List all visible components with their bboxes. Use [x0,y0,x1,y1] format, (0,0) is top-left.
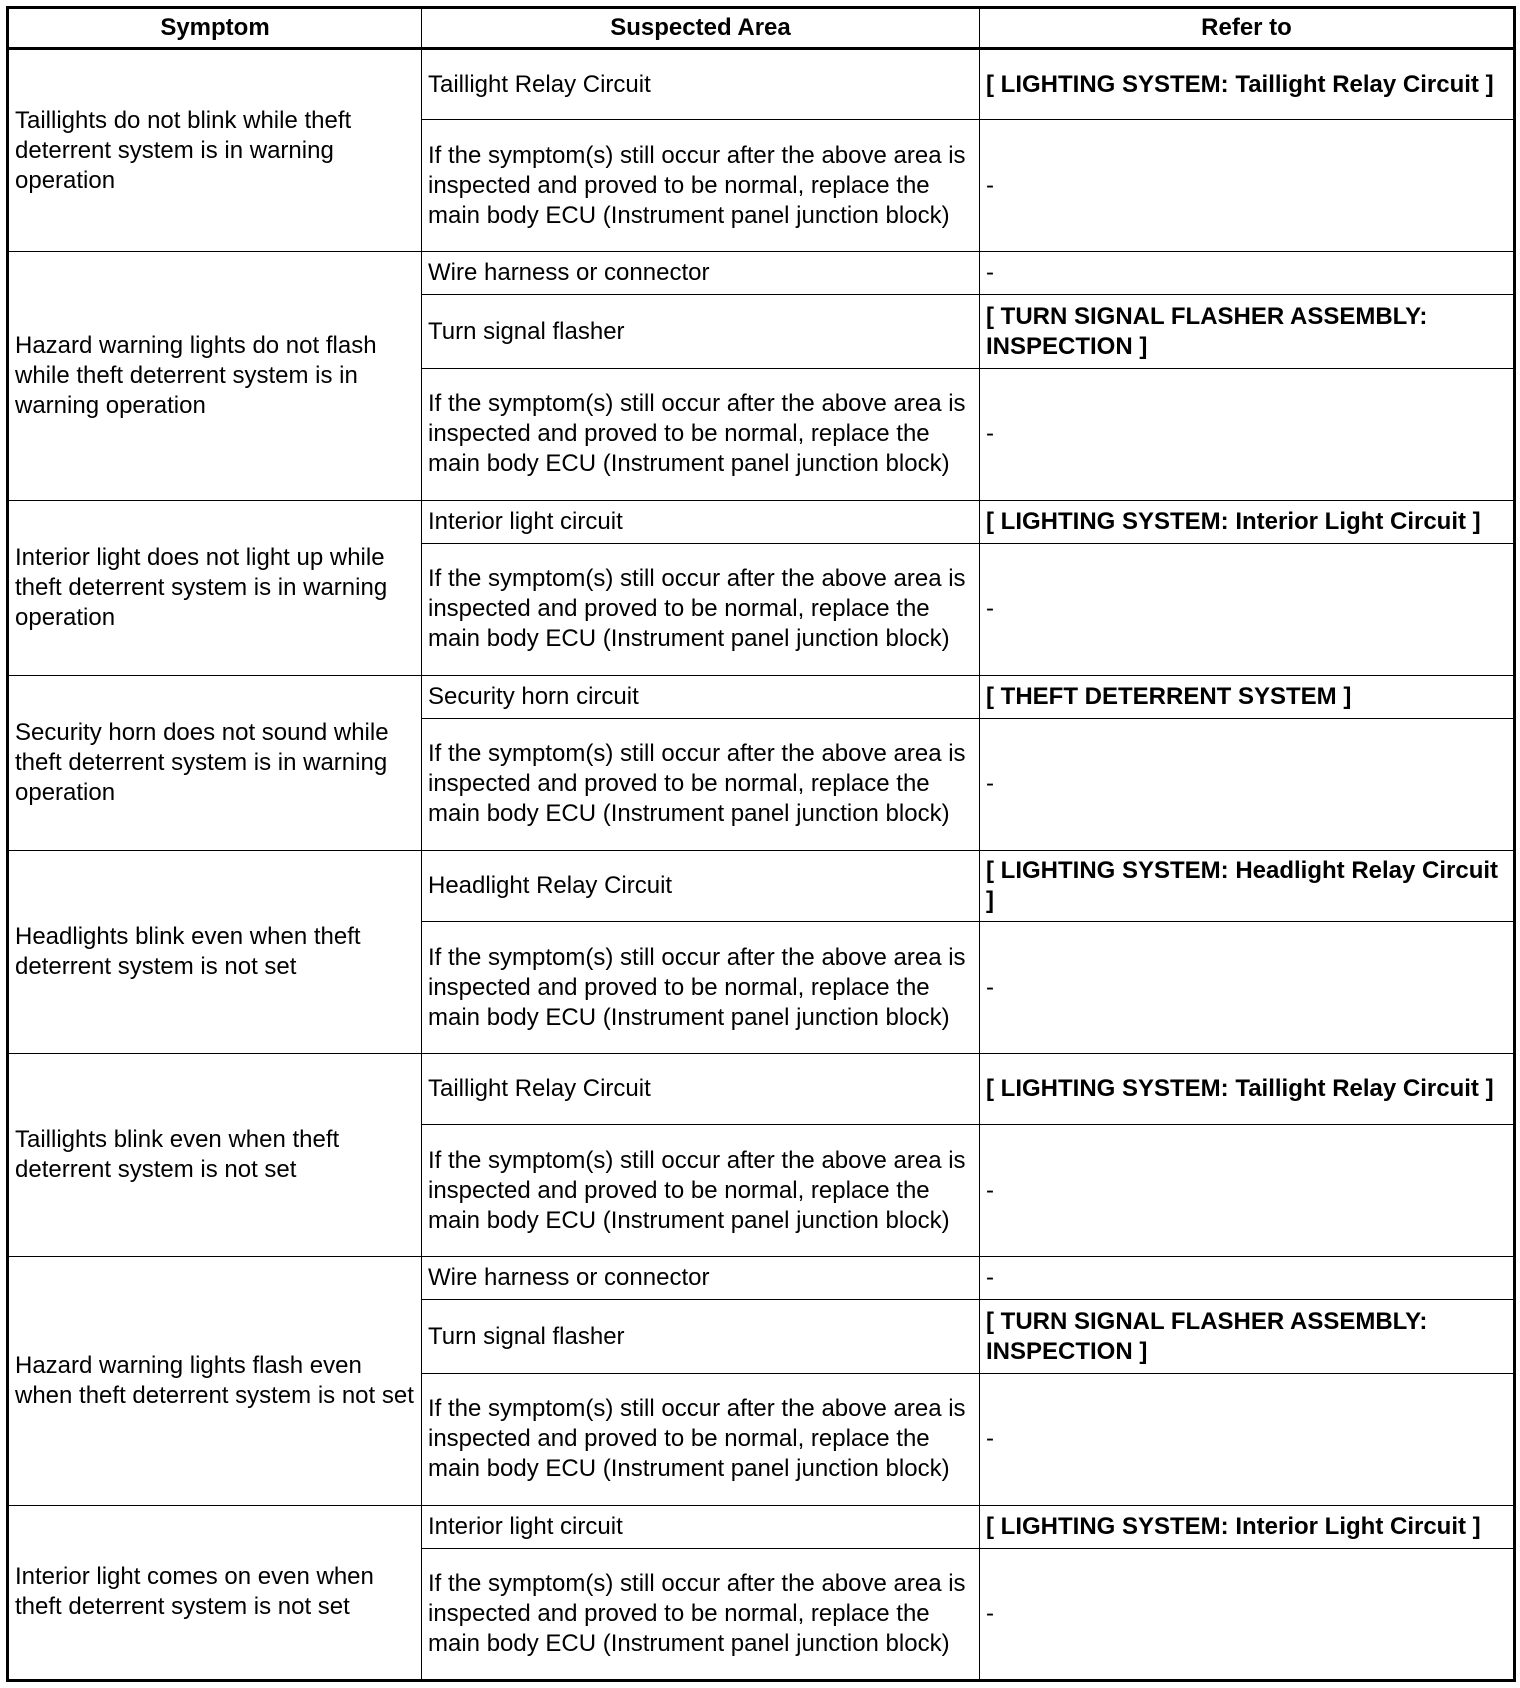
refer-to-cell: - [980,922,1515,1054]
suspected-area-cell: Taillight Relay Circuit [422,1054,980,1125]
troubleshooting-table [6,6,1516,1682]
table-row [8,500,1515,543]
refer-to-link[interactable]: [ LIGHTING SYSTEM: Taillight Relay Circuit ] [980,49,1515,120]
suspected-area-cell: Turn signal flasher [422,295,980,368]
refer-to-cell: - [980,1548,1515,1680]
refer-to-link[interactable]: [ LIGHTING SYSTEM: Interior Light Circuit ] [980,500,1515,543]
refer-to-link[interactable]: [ LIGHTING SYSTEM: Interior Light Circuit ] [980,1505,1515,1548]
table-row [8,1257,1515,1300]
suspected-area-cell: Interior light circuit [422,1505,980,1548]
suspected-area-cell: If the symptom(s) still occur after the above area is inspected and proved to be normal, replace the main body ECU (Instrument panel junction block) [422,922,980,1054]
refer-to-link[interactable]: [ LIGHTING SYSTEM: Headlight Relay Circuit ] [980,850,1515,921]
symptom-cell: Hazard warning lights do not flash while theft deterrent system is in warning operation [8,252,422,501]
refer-to-link[interactable]: [ TURN SIGNAL FLASHER ASSEMBLY: INSPECTION ] [980,1300,1515,1373]
refer-to-link[interactable]: [ THEFT DETERRENT SYSTEM ] [980,675,1515,718]
table-row [8,1505,1515,1548]
suspected-area-cell: Taillight Relay Circuit [422,49,980,120]
suspected-area-cell: If the symptom(s) still occur after the above area is inspected and proved to be normal, replace the main body ECU (Instrument panel junction block) [422,1373,980,1505]
header-refer-to: Refer to [980,8,1515,49]
suspected-area-cell: Security horn circuit [422,675,980,718]
symptom-cell: Security horn does not sound while theft deterrent system is in warning operation [8,675,422,850]
refer-to-cell: - [980,1257,1515,1300]
suspected-area-cell: Turn signal flasher [422,1300,980,1373]
refer-to-cell: - [980,368,1515,500]
table-row [8,252,1515,295]
suspected-area-cell: Headlight Relay Circuit [422,850,980,921]
refer-to-cell: - [980,1373,1515,1505]
symptom-cell: Headlights blink even when theft deterrent system is not set [8,850,422,1053]
suspected-area-cell: If the symptom(s) still occur after the above area is inspected and proved to be normal, replace the main body ECU (Instrument panel junction block) [422,368,980,500]
symptom-cell: Interior light does not light up while theft deterrent system is in warning operation [8,500,422,675]
table-row [8,49,1515,120]
refer-to-cell: - [980,252,1515,295]
header-symptom: Symptom [8,8,422,49]
table-row [8,1054,1515,1125]
suspected-area-cell: If the symptom(s) still occur after the above area is inspected and proved to be normal, replace the main body ECU (Instrument panel junction block) [422,1548,980,1680]
symptom-cell: Taillights blink even when theft deterrent system is not set [8,1054,422,1257]
suspected-area-cell: Interior light circuit [422,500,980,543]
table-body [8,49,1515,1681]
refer-to-cell: - [980,1125,1515,1257]
suspected-area-cell: If the symptom(s) still occur after the above area is inspected and proved to be normal, replace the main body ECU (Instrument panel junction block) [422,543,980,675]
table-row [8,675,1515,718]
suspected-area-cell: Wire harness or connector [422,252,980,295]
refer-to-cell: - [980,543,1515,675]
refer-to-link[interactable]: [ TURN SIGNAL FLASHER ASSEMBLY: INSPECTION ] [980,295,1515,368]
symptom-cell: Taillights do not blink while theft deterrent system is in warning operation [8,49,422,252]
suspected-area-cell: If the symptom(s) still occur after the above area is inspected and proved to be normal, replace the main body ECU (Instrument panel junction block) [422,120,980,252]
header-suspected-area: Suspected Area [422,8,980,49]
suspected-area-cell: If the symptom(s) still occur after the above area is inspected and proved to be normal, replace the main body ECU (Instrument panel junction block) [422,1125,980,1257]
refer-to-link[interactable]: [ LIGHTING SYSTEM: Taillight Relay Circuit ] [980,1054,1515,1125]
refer-to-cell: - [980,719,1515,851]
suspected-area-cell: If the symptom(s) still occur after the above area is inspected and proved to be normal, replace the main body ECU (Instrument panel junction block) [422,719,980,851]
symptom-cell: Interior light comes on even when theft deterrent system is not set [8,1505,422,1680]
symptom-cell: Hazard warning lights flash even when theft deterrent system is not set [8,1257,422,1506]
suspected-area-cell: Wire harness or connector [422,1257,980,1300]
header-row [8,8,1515,49]
table-row [8,850,1515,921]
refer-to-cell: - [980,120,1515,252]
